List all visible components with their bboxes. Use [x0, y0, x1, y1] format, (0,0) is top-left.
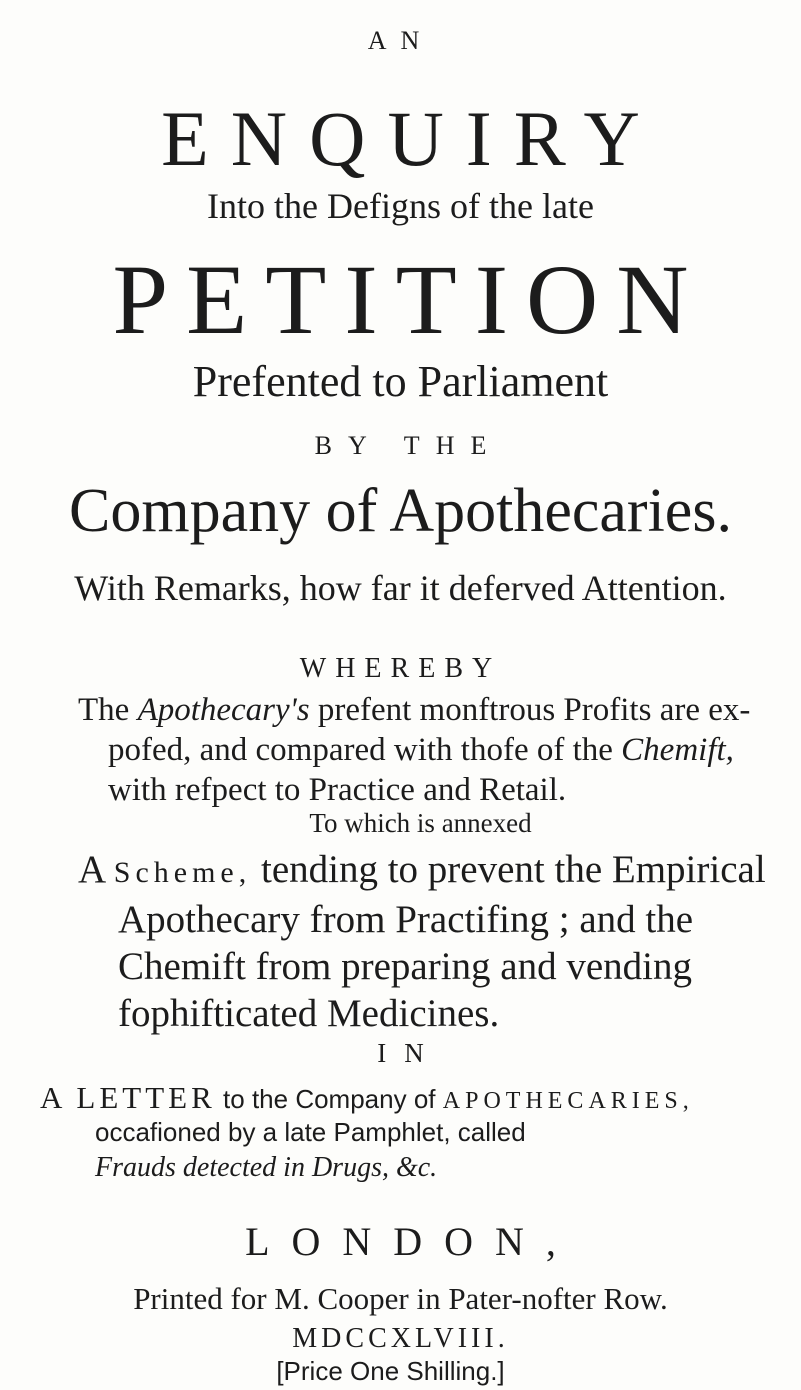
imprint-london: LONDON,	[245, 1219, 578, 1264]
title-whereby: WHEREBY	[299, 653, 502, 684]
letter-a-letter: A LETTER	[40, 1080, 216, 1115]
letter-occasioned: occafioned by a late Pamphlet, called	[95, 1117, 526, 1147]
apothecary-line-2-text: pofed, and compared with thofe of the	[108, 732, 613, 768]
scheme-word: Scheme,	[113, 856, 252, 889]
title-in: IN	[377, 1038, 442, 1068]
apothecary-line-3: with refpect to Practice and Retail.	[108, 772, 567, 808]
letter-frauds: Frauds detected in Drugs,	[95, 1152, 389, 1183]
letter-to-the: to the Company of	[223, 1084, 436, 1114]
letter-etc: &c.	[395, 1152, 438, 1183]
title-into-line: Into the Defigns of the late	[207, 186, 594, 226]
letter-frauds-line	[95, 1152, 437, 1184]
chemist-word: Chemift,	[621, 732, 734, 768]
title-company: Company of Apothecaries.	[69, 477, 732, 545]
title-annexed: To which is annexed	[309, 808, 532, 838]
apothecary-line-1-rest: prefent monftrous Profits are ex-	[317, 692, 751, 728]
scheme-line-1	[78, 846, 788, 896]
letter-apothecaries: APOTHECARIES,	[442, 1088, 694, 1114]
scheme-line-4: fophifticated Medicines.	[118, 992, 500, 1035]
scheme-a: A	[78, 848, 105, 891]
apothecary-line-2	[78, 730, 778, 770]
apothecary-paragraph	[78, 690, 778, 810]
scheme-paragraph	[78, 846, 788, 1037]
title-presented: Prefented to Parliament	[192, 357, 609, 406]
imprint-date: MDCCXLVIII.	[292, 1323, 509, 1354]
imprint-printed: Printed for M. Cooper in Pater-nofter Row.	[133, 1281, 668, 1316]
letter-line	[40, 1080, 800, 1116]
apothecary-line-1	[78, 690, 778, 730]
scheme-line-2: Apothecary from Practifing ; and the	[118, 898, 694, 941]
title-an: AN	[367, 26, 434, 55]
apothecary-word: Apothecary's	[137, 692, 310, 728]
title-enquiry: ENQUIRY	[161, 95, 662, 182]
imprint-price: [Price One Shilling.]	[276, 1356, 505, 1386]
apothecary-the: The	[78, 692, 130, 728]
scheme-line-1-rest: tending to prevent the Empirical	[260, 848, 766, 891]
title-by-the: BY THE	[314, 431, 503, 460]
title-remarks: With Remarks, how far it deferved Attention.	[74, 568, 727, 608]
title-petition: PETITION	[112, 244, 707, 355]
scheme-line-3: Chemift from preparing and vending	[118, 945, 693, 988]
